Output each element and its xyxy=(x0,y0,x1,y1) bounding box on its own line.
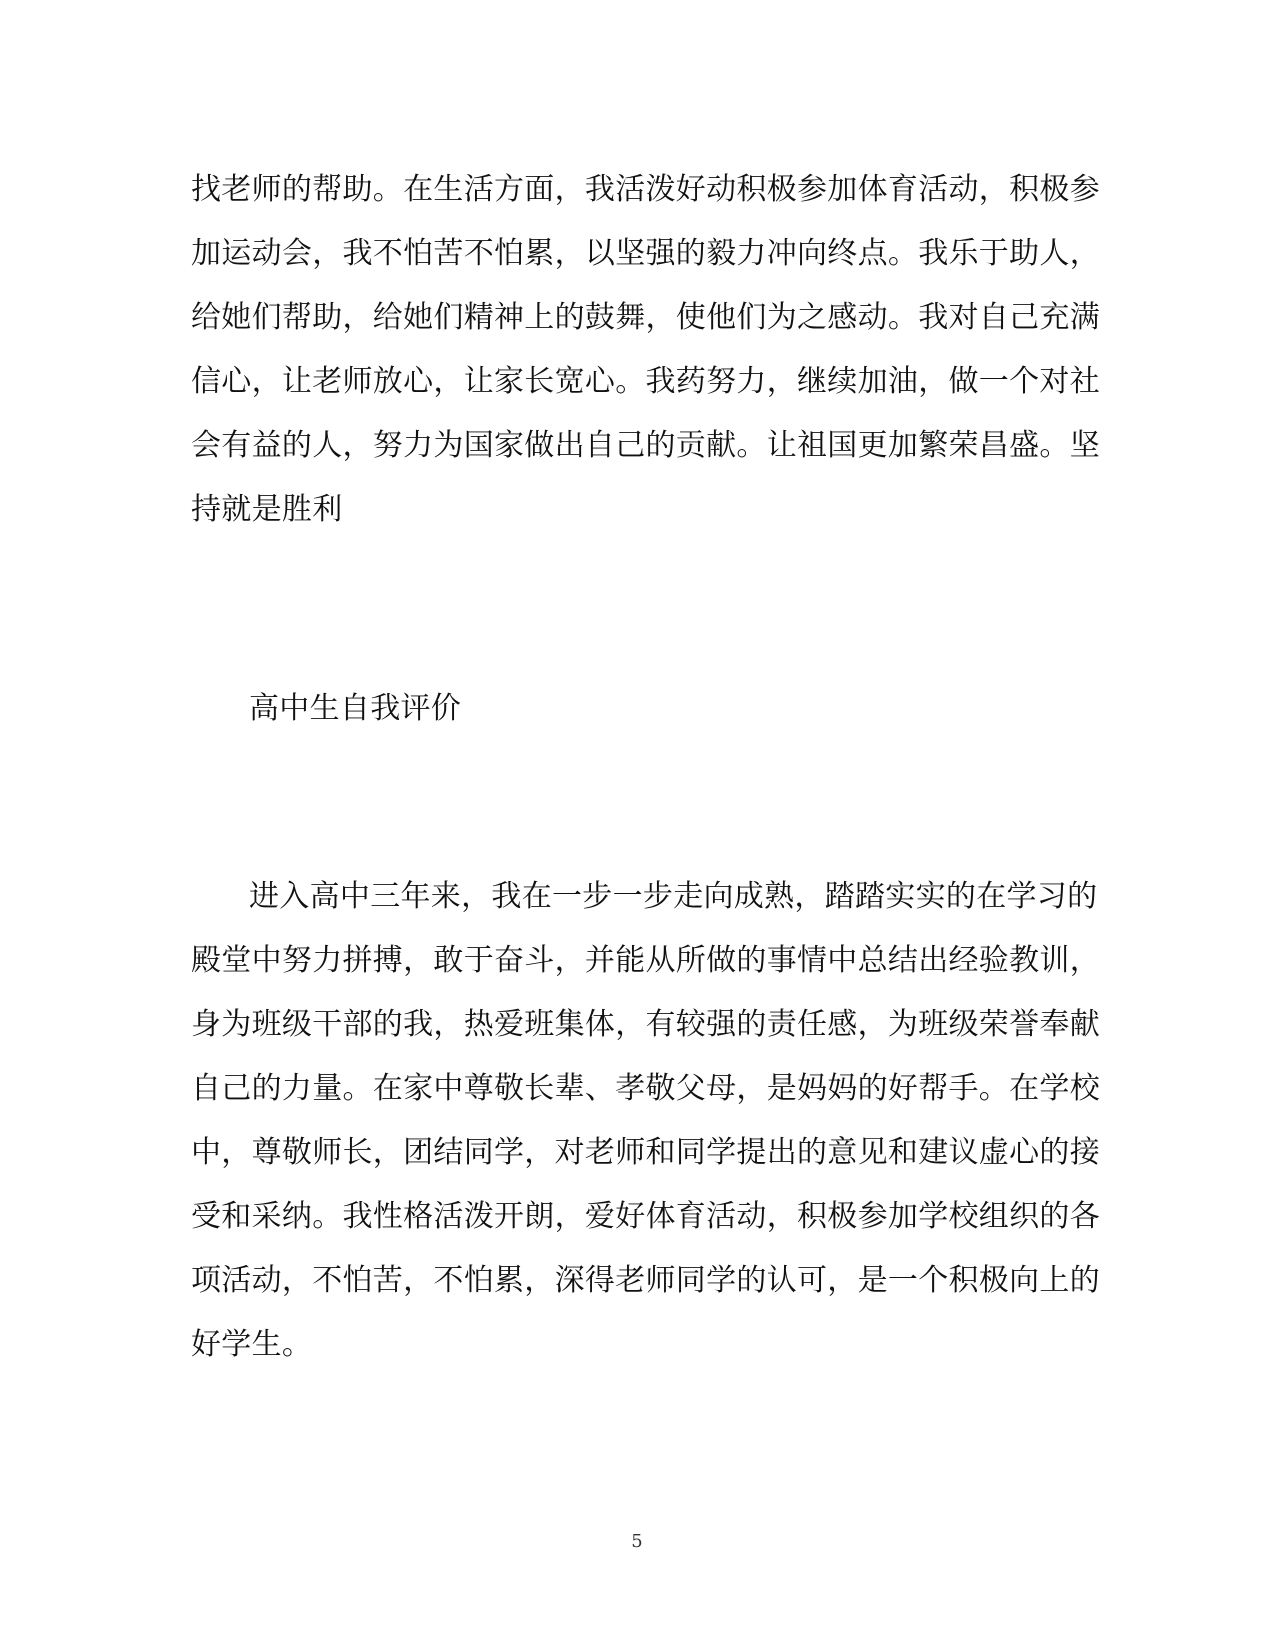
paragraph-line: 找老师的帮助。在生活方面，我活泼好动积极参加体育活动，积极参 xyxy=(191,172,1100,207)
paragraph-line: 进入高中三年来，我在一步一步走向成熟，踏踏实实的在学习的 xyxy=(249,879,1098,914)
paragraph-line: 自己的力量。在家中尊敬长辈、孝敬父母，是妈妈的好帮手。在学校 xyxy=(191,1071,1100,1106)
paragraph-line: 信心，让老师放心，让家长宽心。我药努力，继续加油，做一个对社 xyxy=(191,364,1100,399)
paragraph-line: 持就是胜利 xyxy=(191,492,343,527)
paragraph-line: 项活动，不怕苦，不怕累，深得老师同学的认可，是一个积极向上的 xyxy=(191,1263,1100,1298)
paragraph-line: 身为班级干部的我，热爱班集体，有较强的责任感，为班级荣誉奉献 xyxy=(191,1007,1100,1042)
paragraph-continued xyxy=(191,158,1100,542)
paragraph-line: 受和采纳。我性格活泼开朗，爱好体育活动，积极参加学校组织的各 xyxy=(191,1199,1100,1234)
paragraph-line: 好学生。 xyxy=(191,1327,313,1362)
paragraph-line: 加运动会，我不怕苦不怕累，以坚强的毅力冲向终点。我乐于助人， xyxy=(191,236,1100,271)
paragraph-line: 给她们帮助，给她们精神上的鼓舞，使他们为之感动。我对自己充满 xyxy=(191,300,1100,335)
paragraph-line: 会有益的人，努力为国家做出自己的贡献。让祖国更加繁荣昌盛。坚 xyxy=(191,428,1100,463)
paragraph-main xyxy=(191,865,1100,1377)
paragraph-line: 殿堂中努力拼搏，敢于奋斗，并能从所做的事情中总结出经验教训， xyxy=(191,943,1100,978)
section-title: 高中生自我评价 xyxy=(249,691,462,726)
section-heading-block xyxy=(191,677,1061,741)
page-number: 5 xyxy=(631,1531,643,1552)
paragraph-line: 中，尊敬师长，团结同学，对老师和同学提出的意见和建议虚心的接 xyxy=(191,1135,1100,1170)
